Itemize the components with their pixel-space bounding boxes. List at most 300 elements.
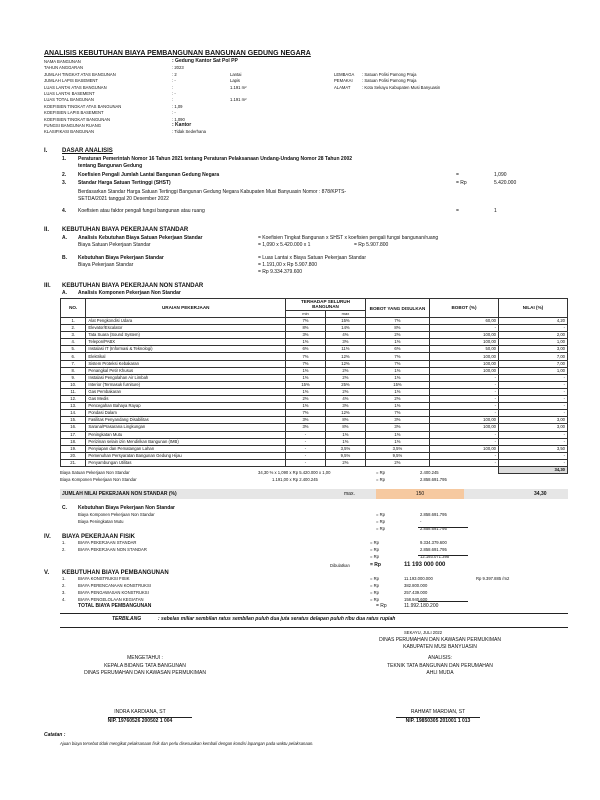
identity-value: : Tidak Sederhana: [172, 129, 206, 135]
cell-min: -: [286, 438, 326, 445]
identity-label: LUAS LANTAI ATAS BANGUNAN: [44, 84, 107, 90]
cell-uraian: Telepon/PABX: [86, 339, 286, 346]
cell-max: 4%: [325, 332, 365, 339]
table-row: [61, 431, 568, 438]
cell-bobot: -: [430, 374, 499, 381]
catatan-label: Catatan :: [44, 732, 66, 738]
cell-bobot-yang: 1%: [365, 367, 429, 374]
section-2-number: II.: [44, 227, 50, 233]
section-1-item-sym: =: [456, 208, 459, 214]
section-2-title: KEBUTUHAN BIAYA PEKERJAAN STANDAR: [62, 227, 189, 233]
cell-uraian: Penyiapan dan Pematangan Lahan: [86, 445, 286, 452]
calc1-label: Biaya Satuan Pekerjaan Non Standar: [60, 470, 130, 475]
cell-nilai: -: [498, 438, 567, 445]
cell-min: 15%: [286, 381, 326, 388]
section-1-item-text-2: tentang Bangunan Gedung: [78, 163, 143, 169]
calc1-formula: 34,30 % x 1,090 x Rp 5.420.000 x 1,00: [258, 470, 331, 475]
cell-uraian: Instalasi IT (Informasi & Teknologi): [86, 346, 286, 353]
identity-label: NAMA BANGUNAN: [44, 59, 81, 64]
section-4-sym: = Rp: [370, 547, 379, 552]
cell-max: 8%: [325, 424, 365, 431]
cell-bobot: -: [430, 431, 499, 438]
cell-bobot-yang: 1%: [365, 431, 429, 438]
section-5-value: 11.193.000.000: [404, 576, 433, 581]
section-5-sym: = Rp: [370, 576, 379, 581]
section-3c-label: Biaya Peningkatan Mutu: [78, 519, 124, 524]
document-page: ANALISIS KEBUTUHAN BIAYA PEMBANGUNAN BANGUNAN GEDUNG NEGARA NAMA BANGUNAN : Gedung Kantor Sat Pol PP TAHUN ANGGARAN : 2023 JUMLAH TINGKAT ATAS BANGUNAN : 2 JUMLAH LAPIS BASEMENT : - LUAS LANTAI ATAS BANGUNAN : LUAS LANTAI BASEMENT : - LUAS TOTAL BANGUNAN : KOEFISIEN TINGKAT ATAS BANGUNAN : 1,09 KOEFISIEN LAPIS BASEMENT : - KOEFISIEN TINGKAT BANGUNAN : 1,090 FUNGSI BANGUNAN RUANG : Kantor KLASIFIKASI BANGUNAN : Tidak Sederhana Lantai Lapis 1.191 m² 1.191 m² LEMBAGA : Satuan Polisi Pamong Praja PEMAKAI : Satuan Polisi Pamong Praja ALAMAT : Kota Sekayu Kabupaten Musi Banyuasin I. DASAR ANALISIS 1. Peraturan Pemerintah Nomor 16 Tahun 2021 tentang Peraturan Pelaksanaan Undang-Undang Nomor 28 Tahun 2002 tentang Bangunan Gedung 2. Koefisien Pengali Jumlah Lantai Bangunan Gedung Negara = 1,090 3. Standar Harga Satuan Tertinggi (SHST) = Rp 5.420.000 Berdasarkan Standar Harga Satuan Tertinggi Bangunan Gedung Negara Kabupaten Musi Banyuasin Nomor : 878/KPTS- SETDA/2021 tanggal 20 Desember 2022 4. Koefisien atau faktor pengali fungsi bangunan atau ruang = 1 II. KEBUTUHAN BIAYA PEKERJAAN STANDAR A. Analisis Kebutuhan Biaya Satuan Pekerjaan Standar Biaya Satuan Pekerjaan Standar = Koefisien Tingkat Bangunan x SHST x koefisien pengali fungsi bangunan/ruang = 1,090 x 5.420.000 x 1 = Rp 5.907.800 B. Kebutuhan Biaya Pekerjaan Standar Biaya Pekerjaan Standar = Luas Lantai x Biaya Satuan Pekerjaan Standar = 1.191,00 x Rp 5.907.800 = Rp 9.334.379.600 III. KEBUTUHAN BIAYA PEKERJAAN NON STANDAR A. Analisis Komponen Pekerjaan Non Standar NO. URAIAN PEKERJAAN TERHADAP SELURUH BANGUNAN BOBOT YANG DISULKAN BOBOT (%) NILAI (%) min max 1. Alat Pengkondisi Udara 7% 15% 7% 60,00 4,20 2. Elevator/Escalator 8% 14% 8% - - 3. Tata Suara (Sound System) 3% 4% 2% 100,00 2,00 4. Telepon/PABX 1% 3% 1% 100,00 1,00 5. Instalasi IT (Informasi & Teknologi) 6% 11% 6% 50,00 3,00 6. Elektrikal 7% 12% 7% 100,00 7,00 7. Sistem Proteksi Kebakaran 7% 12% 7% 100,00 7,00 8. Penangkal Petir Khusus 1% 2% 1% 100,00 1,00 9. Instalasi Pengolahan Air Limbah 1% 2% 1% - - 10. Interior (Termasuk furniture) 15% 25% 15% - - 11. Gas Pembakaran 1% 2% 1% - - 12. Gas Medis 2% 4% 2% - - 13. Pencegahan Bahaya Rayap 1% 3% 1% - - 14. Pondasi Dalam 7% 12% 7% - - 15. Fasilitas Penyandang Disabilitas 3% 8% 3% 100,00 3,00 16. Sarana/Prasarana Lingkungan 3% 8% 3% 100,00 3,00 17. Peningkatan Mutu - 1% 1% - - 18. Perizinan selain izin Mendirikan Bangunan (IMB) - 1% 1% - - 19. Penyiapan dan Pematangan Lahan - 3,5% 3,5% 100,00 3,50 20. Pemenuhan Persyaratan Bangunan Gedung Hijau - 9,5% 9,5% - - 21. Penyambungan Utilitas - 2% 2% - - 34,30 Biaya Satuan Pekerjaan Non Standar 34,30 % x 1,090 x Rp 5.420.000 x 1,00 = Rp 2.400.245 Biaya Komponen Pekerjaan Non Standar 1.191,00 x Rp 2.400.245 = Rp 2.858.691.795 JUMLAH NILAI PEKERJAAN NON STANDAR (%) max. 150 34,30 C. Kebutuhan Biaya Pekerjaan Non Standar Biaya Komponen Pekerjaan Non Standar = Rp 2.858.691.795 Biaya Peningkatan Mutu = Rp - = Rp 2.858.691.795 IV. BIAYA PEKERJAAN FISIK 1. BIAYA PEKERJAAN STANDAR = Rp 9.334.379.600 2. BIAYA PEKERJAAN NON STANDAR = Rp 2.858.691.795 = Rp 12.193.071.395 Dibulatkan = Rp 11 193 000 000 V. KEBUTUHAN BIAYA PEMBANGUNAN 1. BIAYA KONSTRUKSI FISIK = Rp 11.193.000.000 Rp 9.397.885 /m2 2. BIAYA PERENCANAAN KONSTRUKSI = Rp 382.800.000 3. BIAYA PENGAWASAN KONSTRUKSI = Rp 257.439.000 4. BIAYA PENGELOLAAN KEGIATAN = Rp 158.940.600 TOTAL BIAYA PEMBANGUNAN = Rp 11.992.180.200 TERBILANG : sebelas miliar sembilan ratus sembilan puluh dua juta seratus delapan puluh ribu dua ratus rupiah SEKAYU, JULI 2022 DINAS PERUMAHAN DAN KAWASAN PERMUKIMAN KABUPATEN MUSI BANYUASIN MENGETAHUI : KEPALA BIDANG TATA BANGUNAN DINAS PERUMAHAN DAN KAWASAN PERMUKIMAN ANALISIS: TEKNIK TATA BANGUNAN DAN PERUMAHAN AHLI MUDA INDRA KARDIANA, ST NIP. 19760526 200502 1 004 RAHMAT MARDIAN, ST NIP. 19850305 201001 1 013 Catatan : Ajuan biaya tersebut tidak mengikat pelaksanaan fisik dan perlu disesuaikan kembali dengan kondisi lapangan pada waktu pelaksanaan.: [0, 0, 600, 800]
col-min: min: [286, 310, 326, 317]
table-row: [61, 410, 568, 417]
cell-uraian: Tata Suara (Sound System): [86, 332, 286, 339]
identity-value: : Gedung Kantor Sat Pol PP: [172, 58, 238, 65]
section-1-number: I.: [44, 148, 48, 154]
section-4-number: IV.: [44, 534, 51, 540]
identity-label: KLASIFIKASI BANGUNAN: [44, 129, 95, 135]
section-1-item-value: 1,090: [494, 172, 507, 178]
cell-no: 18.: [61, 438, 86, 445]
cell-no: 7.: [61, 360, 86, 367]
cell-bobot: -: [430, 403, 499, 410]
cell-bobot-yang: 7%: [365, 353, 429, 360]
identity-mid-value: 1.191 m²: [230, 97, 247, 103]
cell-nilai: 3,00: [498, 346, 567, 353]
cell-no: 9.: [61, 374, 86, 381]
cell-bobot: 100,00: [430, 360, 499, 367]
section-4-number-item: 2.: [62, 547, 66, 552]
cell-min: 3%: [286, 424, 326, 431]
section-3a-title: Analisis Komponen Pekerjaan Non Standar: [78, 290, 181, 296]
cell-max: 25%: [325, 381, 365, 388]
cell-nilai: 1,00: [498, 339, 567, 346]
table-row: [61, 353, 568, 360]
cell-nilai: -: [498, 374, 567, 381]
cell-max: 9,5%: [325, 452, 365, 459]
cell-min: -: [286, 452, 326, 459]
identity-label: LUAS TOTAL BANGUNAN: [44, 97, 94, 103]
right-head-2: TEKNIK TATA BANGUNAN DAN PERUMAHAN: [387, 663, 493, 669]
cell-uraian: Alat Pengkondisi Udara: [86, 318, 286, 325]
cell-nilai: -: [498, 431, 567, 438]
section-3c-sym: = Rp: [376, 526, 385, 531]
identity-right-value: : Satuan Polisi Pamong Praja: [362, 71, 417, 77]
cell-no: 17.: [61, 431, 86, 438]
cell-bobot-yang: 7%: [365, 318, 429, 325]
cell-bobot: 100,00: [430, 353, 499, 360]
cell-nilai: 7,00: [498, 360, 567, 367]
cell-no: 16.: [61, 424, 86, 431]
cell-max: 2%: [325, 367, 365, 374]
total-sym: = Rp: [376, 603, 387, 609]
cell-uraian: Elevator/Escalator: [86, 325, 286, 332]
cell-no: 14.: [61, 410, 86, 417]
identity-value: : -: [172, 78, 176, 84]
cell-bobot-yang: 3%: [365, 417, 429, 424]
right-org-2: KABUPATEN MUSI BANYUASIN: [403, 644, 477, 650]
cell-bobot-yang: 1%: [365, 438, 429, 445]
cell-bobot: 100,00: [430, 339, 499, 346]
identity-label: TAHUN ANGGARAN: [44, 65, 84, 71]
cell-bobot: 60,00: [430, 318, 499, 325]
section-3-number: III.: [44, 283, 51, 289]
table-row: [61, 367, 568, 374]
cell-nilai: 2,00: [498, 332, 567, 339]
cell-uraian: Fasilitas Penyandang Disabilitas: [86, 417, 286, 424]
table-row: [61, 396, 568, 403]
identity-label: KOEFISIEN TINGKAT ATAS BANGUNAN: [44, 103, 122, 109]
cell-no: 20.: [61, 452, 86, 459]
section-1-item-value: 5.420.000: [494, 180, 517, 186]
cell-max: 12%: [325, 353, 365, 360]
cell-bobot-yang: 6%: [365, 346, 429, 353]
calc2-value: 2.858.691.795: [420, 477, 447, 482]
cell-nilai: -: [498, 403, 567, 410]
cell-bobot-yang: 7%: [365, 360, 429, 367]
section-3c-value: 2.858.691.795: [420, 512, 447, 517]
section-2b-title: Kebutuhan Biaya Pekerjaan Standar: [78, 255, 164, 261]
cell-nilai: 4,20: [498, 318, 567, 325]
table-row: [61, 445, 568, 452]
identity-value: : -: [172, 91, 176, 96]
section-2a-result: = Rp 5.907.800: [354, 242, 389, 248]
cell-bobot-yang: 1%: [365, 374, 429, 381]
terbilang-label: TERBILANG: [112, 616, 142, 622]
table-row: [61, 403, 568, 410]
section-3c-sym: = Rp: [376, 512, 385, 517]
cell-min: 3%: [286, 332, 326, 339]
identity-right-label: ALAMAT: [334, 84, 351, 90]
right-org-1: DINAS PERUMAHAN DAN KAWASAN PERMUKIMAN: [379, 637, 501, 643]
section-3c-title: Kebutuhan Biaya Pekerjaan Non Standar: [78, 505, 175, 511]
table-row: [61, 360, 568, 367]
calc1-sym: = Rp: [376, 470, 385, 475]
cell-no: 19.: [61, 445, 86, 452]
cell-max: 12%: [325, 360, 365, 367]
identity-value: : -: [172, 110, 176, 116]
section-2b-sub: Biaya Pekerjaan Standar: [78, 262, 134, 268]
cell-uraian: Pencegahan Bahaya Rayap: [86, 403, 286, 410]
cell-min: 1%: [286, 367, 326, 374]
cell-bobot-yang: 2%: [365, 459, 429, 466]
cell-max: 2%: [325, 459, 365, 466]
section-4-label: BIAYA PEKERJAAN NON STANDAR: [78, 547, 147, 552]
section-5-number-item: 4.: [62, 597, 66, 602]
section-3-title: KEBUTUHAN BIAYA PEKERJAAN NON STANDAR: [62, 283, 204, 289]
cell-max: 4%: [325, 396, 365, 403]
section-5-number-item: 1.: [62, 576, 66, 581]
section-1-item-number: 2.: [62, 172, 67, 178]
section-2a-title: Analisis Kebutuhan Biaya Satuan Pekerjaan Standar: [78, 235, 203, 241]
cell-bobot-yang: 1%: [365, 403, 429, 410]
cell-bobot-yang: 7%: [365, 410, 429, 417]
table-row: [61, 417, 568, 424]
cell-nilai: -: [498, 388, 567, 395]
cell-bobot-yang: 2%: [365, 396, 429, 403]
total-label: TOTAL BIAYA PEMBANGUNAN: [78, 603, 152, 609]
cell-no: 10.: [61, 381, 86, 388]
cell-bobot: -: [430, 388, 499, 395]
section-4-value: 9.334.379.600: [420, 540, 447, 545]
cell-bobot-yang: 1%: [365, 388, 429, 395]
cell-uraian: Pemenuhan Persyaratan Bangunan Gedung Hijau: [86, 452, 286, 459]
identity-value: :: [172, 97, 174, 103]
cell-uraian: Sistem Proteksi Kebakaran: [86, 360, 286, 367]
section-4-sym: = Rp: [370, 540, 379, 545]
identity-value: : 1,09: [172, 103, 183, 109]
cell-uraian: Sarana/Prasarana Lingkungan: [86, 424, 286, 431]
cell-bobot: -: [430, 381, 499, 388]
calc1-value: 2.400.245: [420, 470, 439, 475]
cell-uraian: Gas Pembakaran: [86, 388, 286, 395]
section-1-item-sym: =: [456, 172, 459, 178]
cell-min: -: [286, 431, 326, 438]
identity-value: : 2: [172, 71, 177, 77]
cell-bobot-yang: 2%: [365, 332, 429, 339]
cell-max: 12%: [325, 410, 365, 417]
section-4-label: BIAYA PEKERJAAN STANDAR: [78, 540, 137, 545]
col-max: max: [325, 310, 365, 317]
right-signer-nip: NIP. 19850305 201001 1 013: [405, 718, 471, 724]
dibulatkan-label: Dibulatkan: [330, 563, 350, 568]
cell-min: 8%: [286, 325, 326, 332]
identity-label: FUNGSI BANGUNAN RUANG: [44, 123, 102, 128]
cell-no: 3.: [61, 332, 86, 339]
cell-no: 21.: [61, 459, 86, 466]
cell-uraian: Gas Medis: [86, 396, 286, 403]
jumlah-box-value: 150: [415, 491, 425, 497]
cell-nilai: -: [498, 459, 567, 466]
section-5-number: V.: [44, 570, 50, 576]
cell-bobot-yang: 8%: [365, 325, 429, 332]
section-2b-calc: = 1.191,00 x Rp 5.907.800: [258, 262, 318, 268]
cell-bobot-yang: 15%: [365, 381, 429, 388]
cell-nilai: 3,00: [498, 424, 567, 431]
section-2b-formula: = Luas Lantai x Biaya Satuan Pekerjaan Standar: [258, 255, 366, 261]
col-uraian: URAIAN PEKERJAAN: [86, 299, 286, 318]
section-2a-formula: = Koefisien Tingkat Bangunan x SHST x koefisien pengali fungsi bangunan/ruang: [258, 235, 439, 241]
table-row: [61, 318, 568, 325]
cell-max: 2%: [325, 388, 365, 395]
table-row: [61, 388, 568, 395]
col-bobot: BOBOT (%): [430, 299, 499, 318]
section-2b-result: = Rp 9.334.379.600: [258, 269, 303, 275]
cell-bobot: 100,00: [430, 424, 499, 431]
table-row: [61, 374, 568, 381]
col-terhadap: TERHADAP SELURUH BANGUNAN: [286, 299, 366, 311]
cell-nilai: 3,50: [498, 445, 567, 452]
cell-no: 15.: [61, 417, 86, 424]
cell-bobot: 100,00: [430, 367, 499, 374]
cell-uraian: Penangkal Petir Khusus: [86, 367, 286, 374]
identity-label: KOEFISIEN TINGKAT BANGUNAN: [44, 116, 111, 122]
table-row: [61, 424, 568, 431]
cell-bobot: 50,00: [430, 346, 499, 353]
cell-nilai: -: [498, 452, 567, 459]
cell-nilai: -: [498, 396, 567, 403]
section-5-value: 382.800.000: [404, 583, 428, 588]
section-1-item-text: Berdasarkan Standar Harga Satuan Tertinggi Bangunan Gedung Negara Kabupaten Musi Banyuasin Nomor : 878/KPTS-: [78, 189, 347, 195]
section-1-item-sym: = Rp: [456, 180, 467, 186]
table-row: [61, 452, 568, 459]
cell-nilai: 7,00: [498, 353, 567, 360]
cell-max: 1%: [325, 438, 365, 445]
section-5-title: KEBUTUHAN BIAYA PEMBANGUNAN: [62, 570, 169, 576]
cell-nilai: -: [498, 410, 567, 417]
cell-min: 1%: [286, 388, 326, 395]
table-row: [61, 381, 568, 388]
col-no: NO.: [61, 299, 86, 318]
right-head-1: ANALISIS:: [428, 655, 452, 661]
table-total-nilai: 34,30: [498, 466, 567, 473]
cell-min: 1%: [286, 339, 326, 346]
cell-no: 12.: [61, 396, 86, 403]
section-5-value: 158.940.600: [404, 597, 428, 602]
section-3c-sym: = Rp: [376, 519, 385, 524]
table-row: [61, 459, 568, 466]
cell-max: 8%: [325, 417, 365, 424]
cell-bobot: 100,00: [430, 417, 499, 424]
section-1-item-text: Koefisien Pengali Jumlah Lantai Bangunan Gedung Negara: [78, 172, 220, 178]
cell-no: 1.: [61, 318, 86, 325]
cell-min: 7%: [286, 353, 326, 360]
table-row: [61, 325, 568, 332]
section-1-item-text: Standar Harga Satuan Tertinggi (SHST): [78, 180, 171, 186]
cell-bobot-yang: 9,5%: [365, 452, 429, 459]
cell-bobot: -: [430, 410, 499, 417]
total-value: 11.992.180.200: [404, 603, 439, 609]
table-row: [61, 332, 568, 339]
cell-uraian: Peningkatan Mutu: [86, 431, 286, 438]
identity-label: KOEFISIEN LAPIS BASEMENT: [44, 110, 104, 116]
section-1-item-number: 4.: [62, 208, 67, 214]
cell-max: 1%: [325, 431, 365, 438]
cell-bobot-yang: 3%: [365, 424, 429, 431]
left-signer-nip: NIP. 19760526 200502 1 004: [107, 718, 173, 724]
cell-uraian: Penyambungan Utilitas: [86, 459, 286, 466]
col-nilai: NILAI (%): [498, 299, 567, 318]
cell-max: 2%: [325, 374, 365, 381]
cell-min: 6%: [286, 346, 326, 353]
cell-uraian: Perizinan selain izin Mendirikan Bangunan (IMB): [86, 438, 286, 445]
identity-label: LUAS LANTAI BASEMENT: [44, 91, 95, 96]
cell-bobot: -: [430, 452, 499, 459]
document-title: ANALISIS KEBUTUHAN BIAYA PEMBANGUNAN BANGUNAN GEDUNG NEGARA: [44, 50, 311, 57]
identity-label: JUMLAH LAPIS BASEMENT: [44, 78, 98, 84]
cell-uraian: Pondasi Dalam: [86, 410, 286, 417]
section-1-item-text: Koefisien atau faktor pengali fungsi bangunan atau ruang: [78, 208, 205, 214]
cell-nilai: 1,00: [498, 367, 567, 374]
cell-nilai: -: [498, 381, 567, 388]
dibulatkan-value: 11 193 000 000: [404, 562, 446, 568]
cell-max: 3%: [325, 339, 365, 346]
cell-no: 8.: [61, 367, 86, 374]
identity-right-value: : Satuan Polisi Pamong Praja: [362, 78, 417, 84]
calc2-label: Biaya Komponen Pekerjaan Non Standar: [60, 477, 137, 482]
cell-min: 2%: [286, 396, 326, 403]
identity-right-value: : Kota Sekayu Kabupaten Musi Banyuasin: [362, 84, 441, 90]
left-head-3: DINAS PERUMAHAN DAN KAWASAN PERMUKIMAN: [84, 670, 206, 676]
cell-bobot: -: [430, 396, 499, 403]
jumlah-label: JUMLAH NILAI PEKERJAAN NON STANDAR (%): [62, 491, 177, 497]
calc2-sym: = Rp: [376, 477, 385, 482]
section-5-label: BIAYA PERENCANAAN KONSTRUKSI: [78, 583, 151, 588]
cell-uraian: Elektrikal: [86, 353, 286, 360]
cell-uraian: Interior (Termasuk furniture): [86, 381, 286, 388]
col-bobot-yang: BOBOT YANG DISULKAN: [365, 299, 429, 318]
identity-value: : Kantor: [172, 122, 192, 129]
cell-min: 7%: [286, 410, 326, 417]
cell-bobot-yang: 3,5%: [365, 445, 429, 452]
cell-no: 4.: [61, 339, 86, 346]
identity-mid-value: Lantai: [230, 71, 242, 77]
cell-min: 1%: [286, 374, 326, 381]
section-4-sym: = Rp: [370, 554, 379, 559]
identity-value: : 1,090: [172, 116, 185, 122]
section-4-number-item: 1.: [62, 540, 66, 545]
identity-value: : 2023: [172, 65, 184, 71]
jumlah-value: 34,30: [534, 491, 547, 497]
section-3c-label: Biaya Komponen Pekerjaan Non Standar: [78, 512, 155, 517]
section-1-item-text: Peraturan Pemerintah Nomor 16 Tahun 2021 tentang Peraturan Pelaksanaan Undang-Undang Nomor 28 Tahun 2002: [78, 156, 353, 162]
cell-no: 11.: [61, 388, 86, 395]
section-3c-value: 2.858.691.795: [420, 526, 447, 531]
cell-uraian: Instalasi Pengolahan Air Limbah: [86, 374, 286, 381]
section-1-item-value: 1: [494, 208, 497, 214]
section-1-item-number: 1.: [62, 156, 67, 162]
right-signer-name: RAHMAT MARDIAN, ST: [410, 709, 466, 715]
cell-nilai: -: [498, 325, 567, 332]
identity-mid-value: Lapis: [230, 78, 241, 84]
cell-bobot: 100,00: [430, 445, 499, 452]
table-row: [61, 346, 568, 353]
section-1-item-text-2: SETDA/2021 tanggal 20 Desember 2022: [78, 196, 169, 202]
right-head-3: AHLI MUDA: [426, 670, 454, 676]
cell-min: -: [286, 445, 326, 452]
identity-right-label: PEMAKAI: [334, 78, 353, 84]
dibulatkan-sym: = Rp: [370, 562, 381, 568]
cell-bobot: -: [430, 438, 499, 445]
cell-max: 14%: [325, 325, 365, 332]
section-4-value: 12.193.071.395: [420, 554, 450, 559]
identity-right-label: LEMBAGA: [334, 71, 355, 77]
table-row: [61, 438, 568, 445]
cell-bobot: -: [430, 325, 499, 332]
cell-no: 5.: [61, 346, 86, 353]
cell-no: 13.: [61, 403, 86, 410]
left-head-2: KEPALA BIDANG TATA BANGUNAN: [104, 663, 186, 669]
section-2a-sub: Biaya Satuan Pekerjaan Standar: [78, 242, 151, 248]
left-head-1: MENGETAHUI :: [127, 655, 163, 661]
section-5-sym: = Rp: [370, 597, 379, 602]
cell-min: 3%: [286, 417, 326, 424]
identity-label: JUMLAH TINGKAT ATAS BANGUNAN: [44, 71, 116, 77]
section-5-number-item: 3.: [62, 590, 66, 595]
section-1-item-number: 3.: [62, 180, 67, 186]
non-standard-work-table: [60, 298, 568, 474]
cell-min: 7%: [286, 360, 326, 367]
cell-bobot: 100,00: [430, 332, 499, 339]
section-5-extra: Rp 9.397.885 /m2: [476, 576, 510, 581]
catatan-text: Ajuan biaya tersebut tidak mengikat pelaksanaan fisik dan perlu disesuaikan kembali dengan kondisi lapangan pada waktu pelaksanaan.: [60, 741, 314, 746]
cell-min: 1%: [286, 403, 326, 410]
left-signer-name: INDRA KARDIANA, ST: [114, 709, 166, 715]
cell-max: 11%: [325, 346, 365, 353]
cell-max: 3,5%: [325, 445, 365, 452]
cell-no: 6.: [61, 353, 86, 360]
section-2a-calc: = 1,090 x 5.420.000 x 1: [258, 242, 311, 248]
section-3c-value: -: [420, 519, 422, 524]
section-5-sym: = Rp: [370, 590, 379, 595]
terbilang-text: : sebelas miliar sembilan ratus sembilan puluh dua juta seratus delapan puluh ribu dua ratus rupiah: [158, 616, 396, 622]
